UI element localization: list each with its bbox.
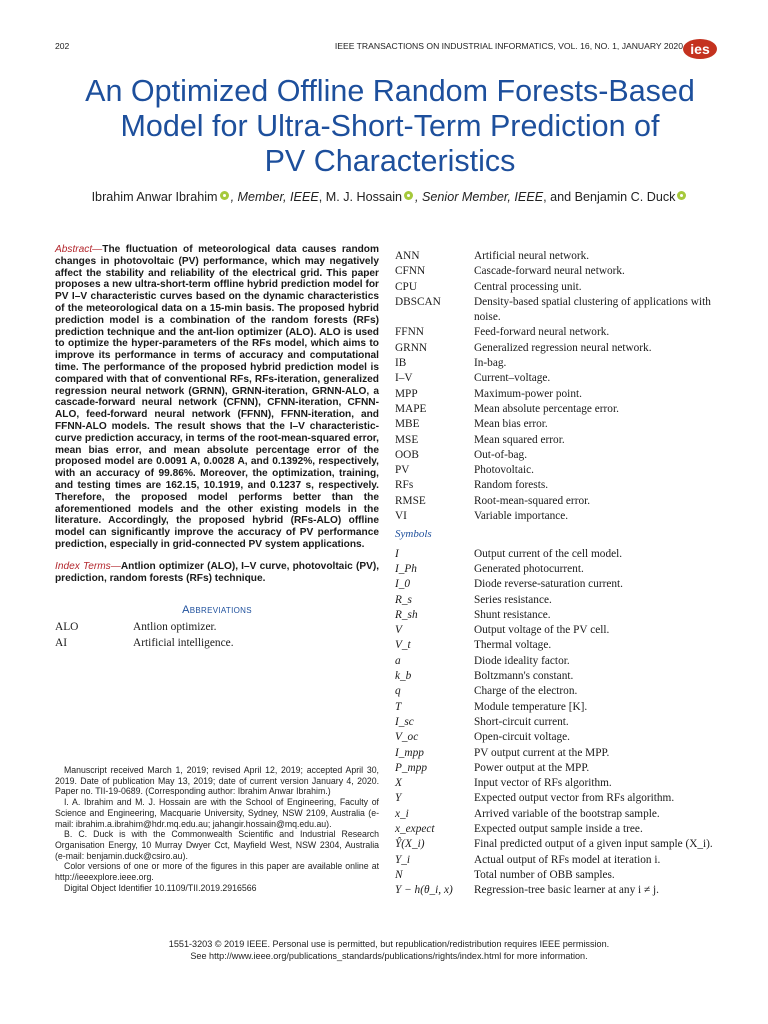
definition-term: V [395,624,402,637]
definition-description: Shunt resistance. [474,608,551,621]
definition-description: Density-based spatial clustering of applications with noise. [474,295,711,324]
definition-term: q [395,685,401,698]
definition-description: Out-of-bag. [474,448,528,461]
paper-title [40,74,740,179]
definition-term: k_b [395,670,412,683]
abbreviations-list-left [55,620,379,650]
definition-row [395,509,723,524]
definition-row [395,684,723,699]
definition-description: Random forests. [474,479,549,492]
definition-term: I_0 [395,578,411,591]
definition-term: N [395,868,403,881]
definition-row [395,669,723,684]
title-line: An Optimized Offline Random Forests-Based [85,74,695,108]
author-name: , M. J. Hossain [318,190,403,204]
definition-description: Total number of OBB samples. [474,868,615,881]
definition-row [395,868,723,883]
definition-term: X [395,777,402,790]
definition-term: V_t [395,639,411,652]
author-name: Ibrahim Anwar Ibrahim [91,190,218,204]
abbreviations-heading: Abbreviations [182,604,252,617]
definition-term: MPP [395,387,418,400]
definition-row [395,494,723,509]
definition-description: Charge of the electron. [474,685,578,698]
definition-description: Mean squared error. [474,433,565,446]
author-membership: , Senior Member, IEEE [415,190,544,204]
definition-term: MSE [395,433,419,446]
definition-description: Diode ideality factor. [474,654,570,667]
title-line: Model for Ultra-Short-Term Prediction of [120,109,660,143]
definition-term: PV [395,464,410,477]
footnote: B. C. Duck is with the Commonwealth Scientific and Industrial Research Organisation Energy, 10 Murray Dwyer Cct, Mayfield West, NSW 2304, Australia (e-mail: benjamin.duck@csiro.au). [55,829,379,861]
definition-row [395,807,723,822]
definition-row [395,577,723,592]
definition-description: Current–voltage. [474,372,551,385]
definition-term: DBSCAN [395,295,441,308]
definition-term: I_mpp [395,746,424,759]
definition-row [395,608,723,623]
definition-term: GRNN [395,341,428,354]
definition-row [395,638,723,653]
definition-row [395,822,723,837]
footnote: Manuscript received March 1, 2019; revised April 12, 2019; accepted April 30, 2019. Date of publication May 13, 2019; date of current version January 4, 2020. Paper no. TII-19-0689. (Corresponding author: Ibrahim Anwar Ibrahim.) [55,765,379,797]
definition-row [395,295,723,326]
definition-term: MBE [395,418,420,431]
definition-row [395,249,723,264]
definition-row [395,623,723,638]
definition-row [395,593,723,608]
definition-description: Power output at the MPP. [474,761,590,774]
definition-term: Y_i [395,853,411,866]
definition-term: Ŷ(X_i) [395,838,425,851]
definition-row [395,387,723,402]
orcid-icon[interactable] [404,191,413,200]
definition-row [395,417,723,432]
definition-description: Artificial intelligence. [133,636,234,649]
symbols-list [395,547,723,899]
definition-row [395,837,723,852]
definition-term: MAPE [395,402,427,415]
definition-description: Output voltage of the PV cell. [474,624,610,637]
left-column [55,244,379,651]
definition-description: Diode reverse-saturation current. [474,578,623,591]
footnote: I. A. Ibrahim and M. J. Hossain are with the School of Engineering, Faculty of Science and Engineering, Macquarie University, Sydney, NSW 2109, Australia (e-mail: ibrahim.a.ibrahim@hdr.mq.edu.au; jahangir.hossain@mq.edu.au). [55,797,379,829]
definition-description: In-bag. [474,357,507,370]
definition-row [395,402,723,417]
definition-row [395,715,723,730]
definition-description: Series resistance. [474,593,552,606]
definition-term: CFNN [395,265,426,278]
journal-name: IEEE TRANSACTIONS ON INDUSTRIAL INFORMATICS, VOL. 16, NO. 1, JANUARY 2020 [334,41,683,51]
definition-description: Short-circuit current. [474,715,569,728]
definition-term: x_i [395,807,409,820]
definition-term: RFs [395,479,414,492]
definition-row [395,853,723,868]
definition-description: PV output current at the MPP. [474,746,610,759]
definition-description: Arrived variable of the bootstrap sample. [474,807,660,820]
index-terms-label: Index Terms— [55,560,121,572]
abstract-text: The fluctuation of meteorological data causes random changes in photovoltaic (PV) performance, which may negatively affect the stability and reliability of the electrical grid. This paper proposes a new ultra-short-term offline hybrid prediction model for PV I–V characteristic curves based on the dynamic characteristics of the meteorological data on a 15-min basis. The proposed hybrid prediction model is a combination of the random forests (RFs) prediction technique and the ant-lion optimizer (ALO). ALO is used to optimize the hyper-parameters of the RFs model, which aims to improve its performance in terms of accuracy and computational time. The performance of the proposed hybrid prediction model is compared with that of conventional RFs, RFs-iteration, generalized regression neural network (GRNN), GRNN-iteration, GRNN-ALO, a cascade-forward neural network (CFNN), CFNN-iteration, CFNN-ALO, feed-forward neural network (FFNN), FFNN-iteration, and FFNN-ALO models. The result shows that the I–V characteristic-curve prediction accuracy, in terms of the root-mean-squared error, mean bias error, and mean absolute percentage error of the proposed model are 0.0091 A, 0.0028 A, and 0.1392%, respectively, with an accuracy of 99.86%. Moreover, the optimization, training, and testing times are 162.15, 10.1919, and 0.1237 s, respectively. Therefore, the proposed model performs better than the aforementioned models and the other existing models in the literature. Accordingly, the proposed hybrid (RFs-ALO) offline model can significantly improve the accuracy of PV performance prediction, especially in grid-connected PV system applications. [55,244,379,550]
definition-term: I [395,547,399,560]
svg-text:ies: ies [690,41,710,57]
definition-description: Module temperature [K]. [474,700,588,713]
right-column [395,249,723,898]
definition-term: ALO [55,621,79,634]
definition-term: x_expect [395,822,435,835]
definition-term: a [395,654,401,667]
definition-term: Y [395,792,402,805]
index-terms [55,561,379,585]
ies-logo [682,38,718,60]
definition-description: Central processing unit. [474,280,582,293]
definition-row [395,356,723,371]
symbols-heading: Symbols [395,528,432,541]
abstract-label: Abstract— [55,244,103,255]
definition-row [395,883,723,898]
definition-term: VI [395,510,407,523]
definition-row [395,478,723,493]
definition-term: R_sh [395,608,418,621]
definition-description: Feed-forward neural network. [474,326,610,339]
footnote: Color versions of one or more of the figures in this paper are available online at http://ieeexplore.ieee.org. [55,861,379,883]
definition-description: Expected output vector from RFs algorithm. [474,792,675,805]
definition-term: P_mpp [395,761,428,774]
definition-term: CPU [395,280,417,293]
definition-term: I_Ph [395,562,417,575]
definition-term: IB [395,357,407,370]
copyright-notice [55,938,723,962]
copyright-line: See http://www.ieee.org/publications_standards/publications/rights/index.html for more information. [190,951,588,962]
definition-row [55,636,379,651]
definition-row [395,791,723,806]
author-name: , and Benjamin C. Duck [543,190,676,204]
definition-description: Actual output of RFs model at iteration i. [474,853,661,866]
definition-description: Expected output sample inside a tree. [474,822,643,835]
definition-term: OOB [395,448,419,461]
definition-row [395,280,723,295]
definition-row [395,761,723,776]
definition-term: RMSE [395,494,426,507]
definition-description: Cascade-forward neural network. [474,265,625,278]
definition-row [395,547,723,562]
definition-term: I–V [395,372,413,385]
definition-description: Output current of the cell model. [474,547,623,560]
definition-row [395,746,723,761]
definition-description: Mean absolute percentage error. [474,402,619,415]
definition-term: I_sc [395,715,414,728]
definition-description: Antlion optimizer. [133,621,217,634]
copyright-line: 1551-3203 © 2019 IEEE. Personal use is permitted, but republication/redistribution requires IEEE permission. [168,939,610,949]
definition-term: ANN [395,250,420,262]
definition-row [395,264,723,279]
definition-term: T [395,700,402,713]
definition-description: Photovoltaic. [474,464,534,477]
definition-row [395,562,723,577]
definition-description: Artificial neural network. [474,250,590,262]
definition-description: Open-circuit voltage. [474,731,570,744]
title-line: PV Characteristics [264,144,516,178]
definition-term: AI [55,636,68,649]
orcid-icon[interactable] [220,191,229,200]
definition-row [395,463,723,478]
abbreviations-list-right [395,249,723,524]
definition-description: Generalized regression neural network. [474,341,652,354]
definition-term: V_oc [395,731,419,744]
definition-description: Input vector of RFs algorithm. [474,777,612,790]
definition-description: Boltzmann's constant. [474,670,574,683]
orcid-icon[interactable] [677,191,686,200]
definition-description: Final predicted output of a given input sample (X_i). [474,838,713,851]
footnote: Digital Object Identifier 10.1109/TII.2019.2916566 [64,882,257,893]
definition-term: Y − h(θ_i, x) [395,884,453,897]
footnotes [55,765,379,893]
definition-description: Generated photocurrent. [474,562,584,575]
definition-term: R_s [395,593,412,606]
definition-term: FFNN [395,326,424,339]
definition-row [395,448,723,463]
definition-row [395,700,723,715]
definition-row [395,776,723,791]
definition-row [395,433,723,448]
definition-row [395,341,723,356]
definition-row [395,325,723,340]
running-head [55,41,683,53]
author-membership: , Member, IEEE [230,190,319,204]
definition-row [395,654,723,669]
abstract [55,244,379,551]
definition-row [395,730,723,745]
definition-description: Maximum-power point. [474,387,582,400]
definition-row [55,620,379,635]
page-number: 202 [55,41,70,51]
definition-description: Root-mean-squared error. [474,494,591,507]
definition-description: Thermal voltage. [474,639,552,652]
definition-description: Mean bias error. [474,418,548,431]
index-terms-text: Antlion optimizer (ALO), I–V curve, photovoltaic (PV), prediction, random forests (RFs) technique. [55,560,380,584]
author-line [30,190,750,204]
definition-description: Variable importance. [474,510,569,523]
definition-row [395,371,723,386]
definition-description: Regression-tree basic learner at any i ≠ j. [474,884,659,897]
